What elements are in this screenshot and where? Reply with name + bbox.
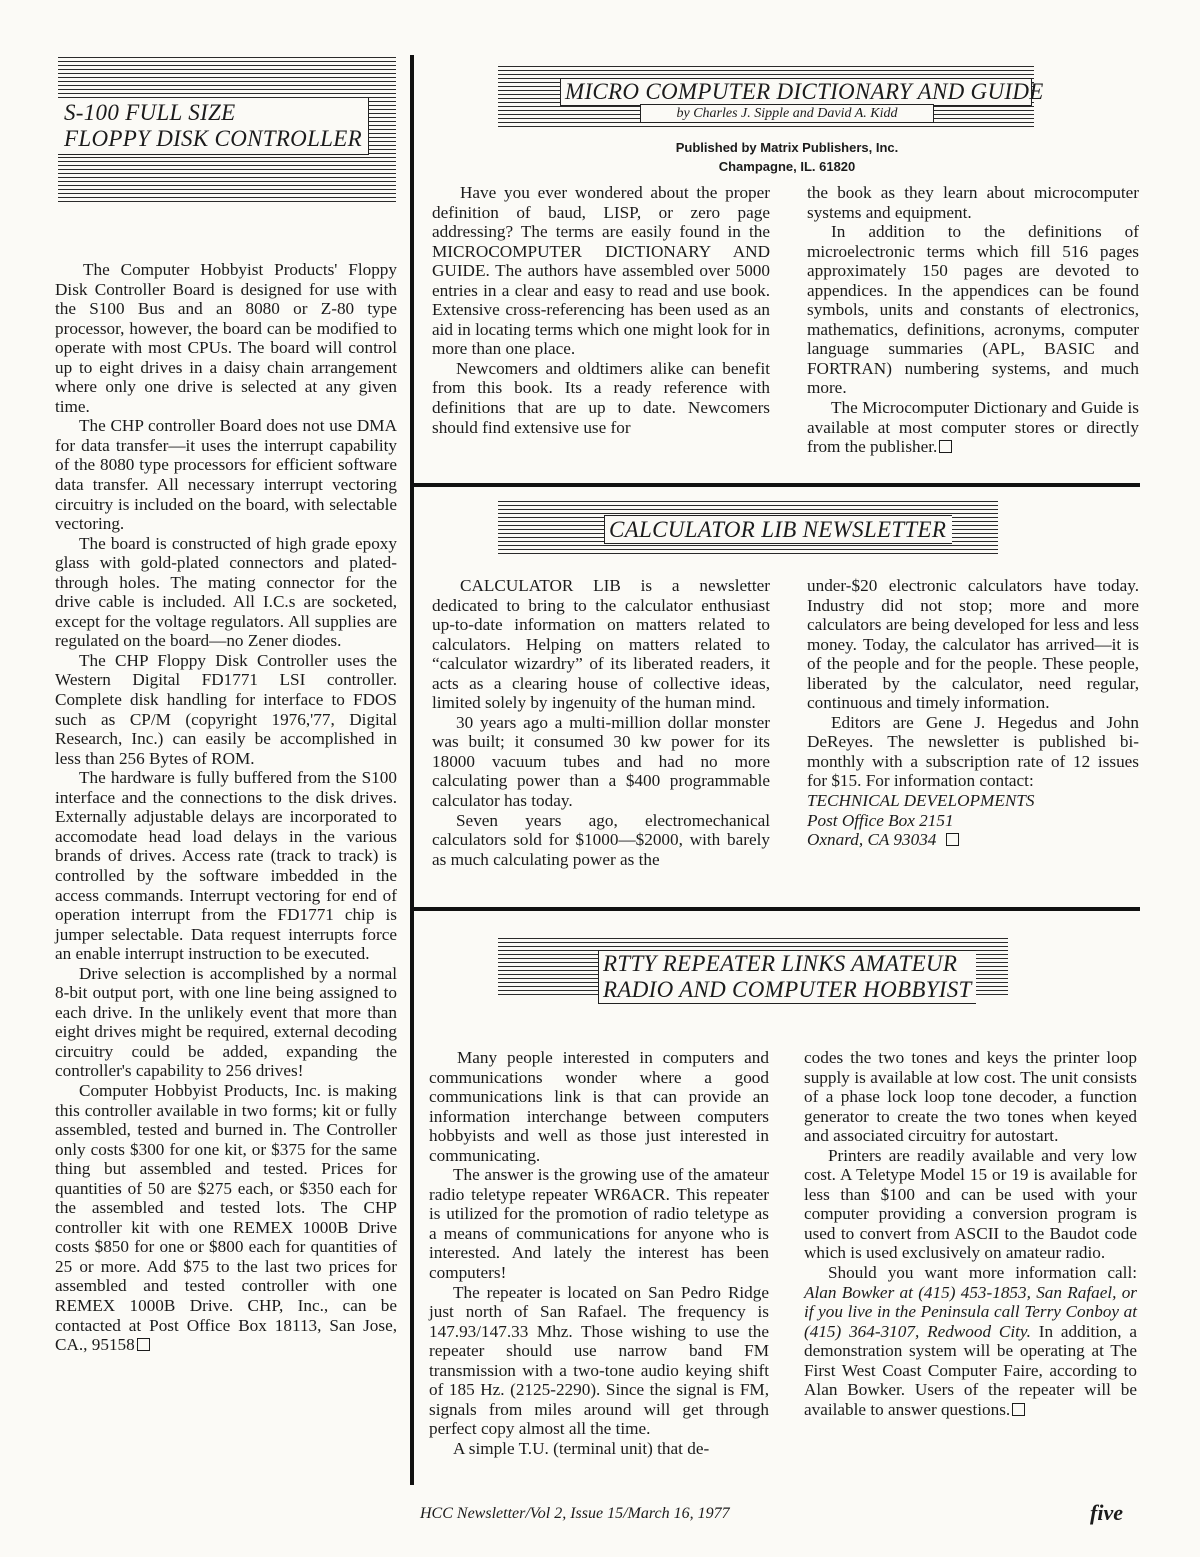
article2-paragraph: Have you ever wondered about the proper definition of baud, LISP, or zero page addressing? The terms are easily found in the MICROCOMPUTER DICTIONARY AND GUIDE. The authors have assembled over 5000 entries in a clear and easy to read and use book. Extensive cross-referencing has been used as an aid in locating terms which one might look for in more than one place. xyxy=(432,183,770,359)
article1-title-box xyxy=(58,98,369,155)
article3-contact-line2: Post Office Box 2151 xyxy=(807,810,954,830)
article1-paragraph-text: Computer Hobbyist Products, Inc. is making this controller available in two forms; kit or fully assembled, tested and burned in. The Controller only costs $300 for one kit, or $375 for the same thing but assembled and tested. Prices for quantities of 50 are $275 each, or $350 each for the assembled and tested lots. The CHP controller kit with one REMEX 1000B Drive costs $850 for one or $800 each for quantities of 25 or more. Add $75 to the last two prices for assembled and tested controller with one REMEX 1000B Drive. CHP, Inc., can be contacted at Post Office Box 18113, San Jose, CA., 95158 xyxy=(55,1080,397,1355)
article3-contact-line1: TECHNICAL DEVELOPMENTS xyxy=(807,791,1035,811)
article3-contact-line3: Oxnard, CA 93034 xyxy=(807,830,937,850)
article4-paragraph: A simple T.U. (terminal unit) that de- xyxy=(453,1438,710,1458)
article3-title: CALCULATOR LIB NEWSLETTER xyxy=(609,517,947,542)
article1-paragraph: The CHP controller Board does not use DMA for data transfer—it uses the interrupt capability of the 8080 type processors for efficient software data transfer. All necessary interrupt vectoring circuitry is included on the board, with selectable vectoring. xyxy=(55,416,397,534)
article4-paragraph: Printers are readily available and very low cost. A Teletype Model 15 or 19 is available for less than $100 and can be used with your computer providing a conversion program is used to convert from ASCII to the Baudot code which is used exclusively on amateur radio. xyxy=(804,1145,1137,1263)
article2-paragraph xyxy=(807,398,1139,457)
article2-left-column xyxy=(432,183,770,437)
article4-paragraph: codes the two tones and keys the printer loop supply is available at low cost. The unit consists of a phase lock loop tone decoder, a function generator to create the two tones when keyed and associated circuitry for autostart. xyxy=(804,1048,1137,1146)
article3-left-column xyxy=(432,576,770,869)
article1-paragraph: The board is constructed of high grade epoxy glass with gold-plated connectors and plated-through holes. The mating connector for the drive cable is included. All I.C.s are socketed, except for the voltage regulators. All supplies are regulated on the board—no Zener diodes. xyxy=(55,533,397,651)
article1-body xyxy=(55,260,397,1355)
article3-paragraph: Seven years ago, electromechanical calculators sold for $1000—$2000, with barely as much calculating power as the xyxy=(432,810,770,869)
article4-title-line2: RADIO AND COMPUTER HOBBYIST xyxy=(603,977,972,1002)
article4-p3-end: In addition, a demonstration system will be operating at The First West Coast Computer Faire, according to Alan Bowker. Users of the repeater will be available to answer questions. xyxy=(804,1321,1137,1419)
article2-publisher xyxy=(560,138,1014,176)
end-mark-icon xyxy=(137,1338,150,1351)
article2-paragraph-text: The Microcomputer Dictionary and Guide is available at most computer stores or directly from the publisher. xyxy=(807,398,1139,457)
column-divider xyxy=(410,55,414,1485)
article2-paragraph: Newcomers and oldtimers alike can benefit from this book. Its a ready reference with definitions that are up to date. Newcomers should find extensive use for xyxy=(432,358,770,437)
article4-title-box xyxy=(598,950,976,1004)
article1-paragraph: The hardware is fully buffered from the S100 interface and the connections to the disk drives. Externally adjustable delays are incorporated to accomodate head load delays in the various brands of drives. Access rate (track to track) is controlled by the software imbedded in the access commands. Interrupt vectoring for end of operation interrupt from the FD1771 chip is jumper selectable. Data request interrupts force an enable interrupt instruction to be executed. xyxy=(55,768,397,964)
article2-publisher-line2: Champagne, IL. 61820 xyxy=(718,159,856,174)
end-mark-icon xyxy=(946,833,959,846)
article4-paragraph: Many people interested in computers and communications wonder where a good communications link is that can provide an information interchange between computers hobbyists and well as those just interested in communicating. xyxy=(429,1048,769,1165)
section-divider xyxy=(412,907,1140,911)
article2-paragraph: the book as they learn about microcomputer systems and equipment. xyxy=(807,183,1139,222)
end-mark-icon xyxy=(939,440,952,453)
article4-paragraph: The answer is the growing use of the amateur radio teletype repeater WR6ACR. This repeater is utilized for the promotion of radio teletype as a means of communications for anyone who is interested. And lately the interest has been computers! xyxy=(429,1165,769,1283)
article2-publisher-line1: Published by Matrix Publishers, Inc. xyxy=(675,140,899,155)
article2-title: MICRO COMPUTER DICTIONARY AND GUIDE xyxy=(565,79,1044,104)
article1-paragraph: The CHP Floppy Disk Controller uses the Western Digital FD1771 LSI controller. Complete disk handling for interface to FDOS such as CP/M (copyright 1976,'77, Digital Research, Inc.) can easily be accomplished in less than 256 Bytes of ROM. xyxy=(55,650,397,768)
article3-title-box xyxy=(604,515,952,544)
article3-paragraph: Editors are Gene J. Hegedus and John DeReyes. The newsletter is published bi-monthly with a subscription rate of 12 issues for $15. For information contact: xyxy=(807,712,1139,791)
end-mark-icon xyxy=(1012,1403,1025,1416)
page-footer: HCC Newsletter/Vol 2, Issue 15/March 16, 1977 xyxy=(420,1505,730,1522)
article4-title-line1: RTTY REPEATER LINKS AMATEUR xyxy=(603,951,958,976)
article1-paragraph xyxy=(55,1081,397,1355)
article3-paragraph: 30 years ago a multi-million dollar monster was built; it consumed 30 kw power for its 18000 vacuum tubes and had no more calculating power than a $400 programmable calculator has today. xyxy=(432,712,770,811)
article4-contact-italic: Alan Bowker at (415) 453-1853, San Rafael, or if you live in the Peninsula call Terry Conboy at (415) 364-3107, Redwood City. xyxy=(804,1282,1137,1341)
article2-byline: by Charles J. Sipple and David A. Kidd xyxy=(676,106,898,121)
article3-contact-line3-wrap xyxy=(807,830,1139,850)
article2-title-box xyxy=(560,78,1044,106)
article4-p3-start: Should you want more information call: xyxy=(828,1263,1137,1283)
article4-left-column xyxy=(429,1048,769,1458)
article2-paragraph: In addition to the definitions of microelectronic terms which fill 516 pages approximately 150 pages are devoted to appendices. In the appendices can be found symbols, units and constants of electronics, mathematics, definitions, acronyms, computer language summaries (APL, BASIC and FORTRAN) numbering systems, and much more. xyxy=(807,222,1139,398)
article1-title-line2: FLOPPY DISK CONTROLLER xyxy=(64,126,362,151)
article2-right-column xyxy=(807,183,1139,457)
article1-paragraph: The Computer Hobbyist Products' Floppy Disk Controller Board is designed for use with the S100 Bus and an 8080 or Z-80 type processor, however, the board can be modified to operate with most CPUs. The board will control up to eight drives in a daisy chain arrangement where only one drive is selected at any given time. xyxy=(55,260,397,416)
article3-right-column xyxy=(807,576,1139,850)
page-number: five xyxy=(1090,1500,1123,1525)
article4-paragraph xyxy=(804,1263,1137,1419)
article4-paragraph: The repeater is located on San Pedro Ridge just north of San Rafael. The frequency is 147.93/147.33 Mhz. Those wishing to use the repeater should use narrow band FM transmission with a two-tone audio keying shift of 185 Hz. (2125-2290). Since the signal is FM, signals from miles around will get through perfect copy almost all the time. xyxy=(429,1282,769,1439)
article1-title-line1: S-100 FULL SIZE xyxy=(64,100,236,125)
article3-paragraph: under-$20 electronic calculators have today. Industry did not stop; more and more calculators are being developed for less and less money. Today, the calculator has arrived—it is of the people and for the people. These people, liberated by the calculator, need regular, continuous and timely information. xyxy=(807,576,1139,713)
section-divider xyxy=(412,483,1140,487)
article4-right-column xyxy=(804,1048,1137,1419)
article2-byline-box xyxy=(640,104,934,123)
article3-paragraph: CALCULATOR LIB is a newsletter dedicated to bring to the calculator enthusiast up-to-date information on matters related to calculators. Helping on matters related to “calculator wizardry” of its liberated readers, it acts as a clearing house of collective ideas, limited solely by ingenuity of the human mind. xyxy=(432,576,770,713)
article1-paragraph: Drive selection is accomplished by a normal 8-bit output port, with one line being assigned to each drive. In the unlikely event that more than eight drives might be required, external decoding circuitry could be added, expanding the controller's capability to 256 drives! xyxy=(55,963,397,1081)
